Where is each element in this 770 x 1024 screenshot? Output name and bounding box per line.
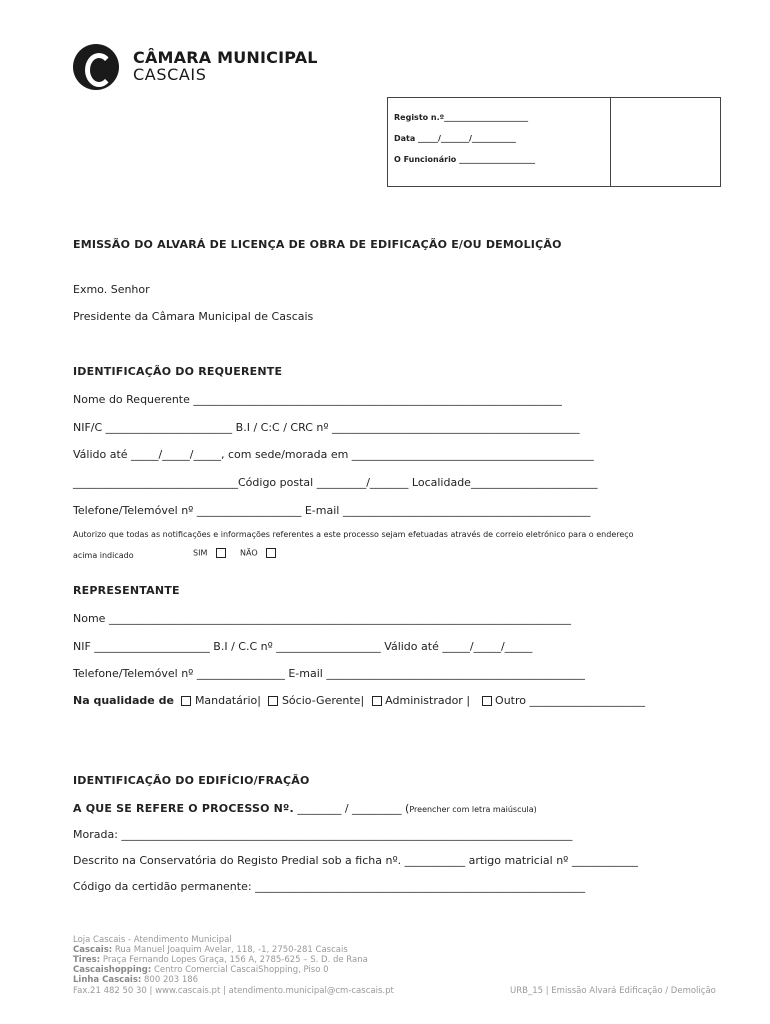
requerente-valido-field[interactable]: Válido até _____/_____/_____, com sede/morada em ____________________________________________ (73, 448, 594, 461)
administrador-label: Administrador | (385, 694, 471, 707)
footer-line4 (73, 965, 329, 975)
footer-line1: Loja Cascais - Atendimento Municipal (73, 935, 232, 945)
salutation-line1: Exmo. Senhor (73, 283, 150, 296)
registo-box (387, 97, 721, 187)
document-code: URB_15 | Emissão Alvará Edificação / Demolição (510, 986, 716, 996)
nao-option[interactable] (240, 548, 276, 558)
logo-title: CÂMARA MUNICIPAL (133, 48, 318, 67)
certidao-field[interactable]: Código da certidão permanente: ____________________________________________________________ (73, 880, 586, 893)
logo-subtitle: CASCAIS (133, 65, 207, 84)
requerente-codigo-field[interactable]: ______________________________Código postal _________/_______ Localidade_______________________ (73, 476, 598, 489)
outro-field[interactable]: Outro _____________________ (495, 694, 645, 707)
footer-line5 (73, 975, 198, 985)
registo-number: Registo n.º_____________________ (394, 113, 529, 122)
representante-nif-field[interactable]: NIF _____________________ B.I / C.C nº ___________________ Válido até _____/_____/_____ (73, 640, 533, 653)
footer-line2 (73, 945, 348, 955)
footer-line4-label: Cascaishopping: (73, 965, 152, 975)
registo-funcionario: O Funcionário ___________________ (394, 155, 536, 164)
mandatario-checkbox[interactable] (181, 696, 191, 706)
mandatario-label: Mandatário| (194, 694, 261, 707)
requerente-heading: IDENTIFICAÇÃO DO REQUERENTE (73, 365, 283, 378)
nao-label: NÃO (240, 548, 258, 558)
processo-row (73, 802, 537, 815)
sim-checkbox[interactable] (216, 548, 226, 558)
processo-label: A QUE SE REFERE O PROCESSO Nº. (73, 802, 294, 815)
requerente-telefone-field[interactable]: Telefone/Telemóvel nº ___________________ E-mail _____________________________________________ (73, 504, 591, 517)
footer-line3 (73, 955, 368, 965)
socio-gerente-label: Sócio-Gerente| (281, 694, 365, 707)
registo-date: Data _____/_______/___________ (394, 134, 516, 143)
cascais-logo-icon (73, 44, 119, 90)
requerente-nome-field[interactable]: Nome do Requerente ___________________________________________________________________ (73, 393, 562, 406)
outro-checkbox[interactable] (482, 696, 492, 706)
descrito-field[interactable]: Descrito na Conservatória do Registo Predial sob a ficha nº. ___________ artigo matricial nº ____________ (73, 854, 638, 867)
representante-heading: REPRESENTANTE (73, 584, 180, 597)
footer-line5-label: Linha Cascais: (73, 975, 142, 985)
socio-gerente-checkbox[interactable] (268, 696, 278, 706)
footer-line3-text: Praça Fernando Lopes Graça, 156 A, 2785-625 – S. D. de Rana (100, 955, 368, 965)
registo-divider (610, 98, 611, 186)
requerente-nif-field[interactable]: NIF/C _______________________ B.I / C:C / CRC nº _____________________________________________ (73, 421, 580, 434)
sim-option[interactable] (193, 548, 226, 558)
autorizo-text: Autorizo que todas as notificações e informações referentes a este processo sejam efetuadas através de correio eletrónico para o endereço (73, 530, 634, 539)
acima-text: acima indicado (73, 551, 134, 560)
qualidade-label: Na qualidade de (73, 694, 174, 707)
representante-telefone-field[interactable]: Telefone/Telemóvel nº ________________ E-mail _______________________________________________ (73, 667, 585, 680)
nao-checkbox[interactable] (266, 548, 276, 558)
processo-field[interactable]: ________ / _________ ( (297, 802, 410, 815)
edificio-heading: IDENTIFICAÇÃO DO EDIFÍCIO/FRAÇÃO (73, 774, 310, 787)
morada-field[interactable]: Morada: __________________________________________________________________________________ (73, 828, 573, 841)
footer-line2-text: Rua Manuel Joaquim Avelar, 118, -1, 2750-281 Cascais (112, 945, 348, 955)
footer-line4-text: Centro Comercial CascaiShopping, Piso 0 (151, 965, 329, 975)
representante-nome-field[interactable]: Nome ____________________________________________________________________________________ (73, 612, 571, 625)
processo-note: Preencher com letra maiúscula) (409, 805, 537, 814)
footer-line2-label: Cascais: (73, 945, 113, 955)
qualidade-row (73, 694, 645, 707)
footer-line3-label: Tires: (73, 955, 101, 965)
footer-line6: Fax.21 482 50 30 | www.cascais.pt | atendimento.municipal@cm-cascais.pt (73, 986, 394, 996)
administrador-checkbox[interactable] (372, 696, 382, 706)
salutation-line2: Presidente da Câmara Municipal de Cascais (73, 310, 314, 323)
footer-line5-text: 800 203 186 (141, 975, 199, 985)
sim-label: SIM (193, 548, 208, 558)
document-title: EMISSÃO DO ALVARÁ DE LICENÇA DE OBRA DE EDIFICAÇÃO E/OU DEMOLIÇÃO (73, 238, 562, 251)
